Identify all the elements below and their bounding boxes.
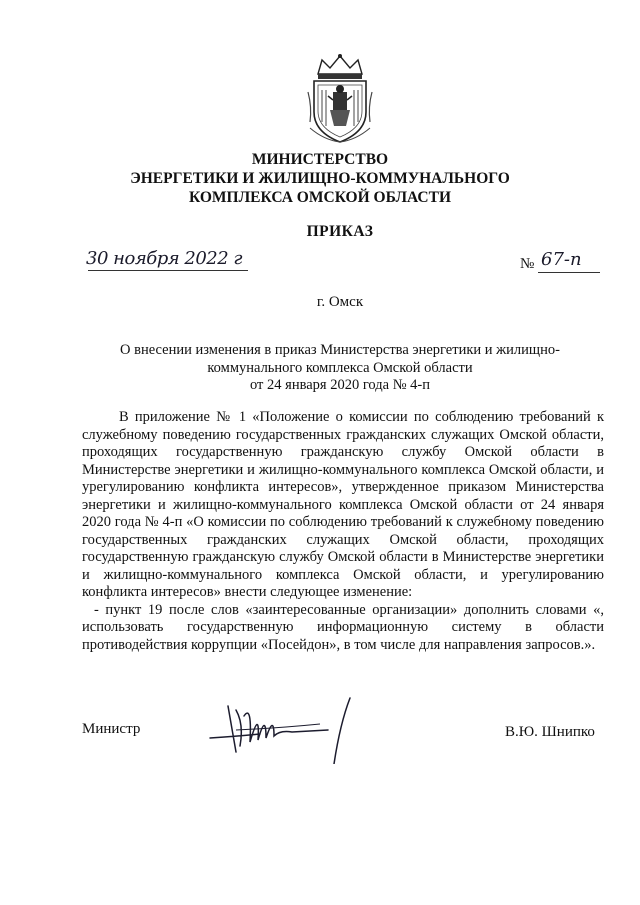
order-subject xyxy=(0,342,640,395)
subject-line-2: коммунального комплекса Омской области xyxy=(207,359,473,376)
handwritten-date: 30 ноября 2022 г xyxy=(86,248,243,269)
body-paragraph-2: - пункт 19 после слов «заинтересованные организации» дополнить словами «, использовать государственную информационную систему в области противодействия коррупции «Посейдон», в том числе для направления запросов.». xyxy=(82,601,604,653)
city: г. Омск xyxy=(316,294,364,310)
handwritten-order-number: 67-п xyxy=(541,249,582,270)
date-underline xyxy=(88,270,248,271)
handwritten-signature xyxy=(200,694,380,764)
ministry-name-line-3: КОМПЛЕКСА ОМСКОЙ ОБЛАСТИ xyxy=(188,189,452,206)
signer-title: Министр xyxy=(82,721,141,737)
number-sign: № xyxy=(520,256,535,272)
subject-line-1: О внесении изменения в приказ Министерства энергетики и жилищно- xyxy=(120,342,560,358)
ministry-name-line-2: ЭНЕРГЕТИКИ И ЖИЛИЩНО-КОММУНАЛЬНОГО xyxy=(130,170,510,187)
order-body xyxy=(82,409,604,654)
document-type-title: ПРИКАЗ xyxy=(306,223,374,240)
subject-line-3: от 24 января 2020 года № 4-п xyxy=(250,377,430,393)
body-paragraph-1: В приложение № 1 «Положение о комиссии по соблюдению требований к служебному поведению государственных гражданских служащих Омской области, проходящих государственную гражданскую службу Омской области в Министерстве энергетики и жилищно-коммунального комплекса Омской области, и урегулированию конфликта интересов», утвержденное приказом Министерства энергетики и жилищно-коммунального комплекса Омской области от 24 января 2020 года № 4-п «О комиссии по соблюдению требований к служебному поведению государственных гражданских служащих Омской области, проходящих государственную гражданскую службу Омской области в Министерстве энергетики и жилищно-коммунального комплекса Омской области, и урегулированию конфликта интересов» внести следующее изменение: xyxy=(82,409,604,600)
ministry-name-line-1: МИНИСТЕРСТВО xyxy=(251,151,389,168)
number-underline xyxy=(538,272,600,273)
omsk-coat-of-arms-icon xyxy=(304,52,376,144)
signer-name: В.Ю. Шнипко xyxy=(505,724,595,740)
